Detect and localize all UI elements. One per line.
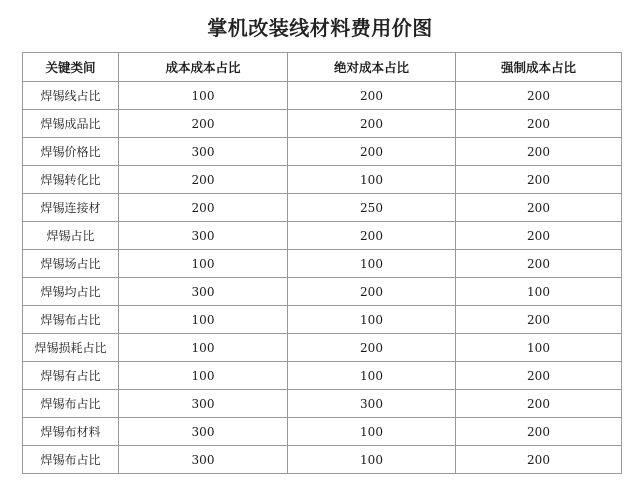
row-label: 焊锡损耗占比 — [23, 334, 119, 362]
cost-table — [22, 52, 622, 474]
table-row — [23, 390, 622, 418]
table-cell: 200 — [456, 306, 622, 334]
column-header: 成本成本占比 — [119, 53, 288, 82]
row-label: 焊锡均占比 — [23, 278, 119, 306]
table-cell: 100 — [288, 250, 456, 278]
table-cell: 200 — [456, 446, 622, 474]
table-cell: 300 — [119, 222, 288, 250]
table-cell: 200 — [456, 82, 622, 110]
table-cell: 100 — [288, 166, 456, 194]
table-cell: 200 — [119, 110, 288, 138]
table-row — [23, 334, 622, 362]
table-row — [23, 306, 622, 334]
table-row — [23, 194, 622, 222]
row-label: 焊锡线占比 — [23, 82, 119, 110]
table-header-row — [23, 53, 622, 82]
table-row — [23, 250, 622, 278]
table-cell: 200 — [119, 166, 288, 194]
table-cell: 100 — [119, 362, 288, 390]
column-header: 绝对成本占比 — [288, 53, 456, 82]
table-row — [23, 110, 622, 138]
table-cell: 200 — [288, 222, 456, 250]
row-label: 焊锡布材料 — [23, 418, 119, 446]
table-cell: 200 — [456, 390, 622, 418]
table-cell: 200 — [456, 194, 622, 222]
table-cell: 200 — [456, 418, 622, 446]
table-cell: 300 — [119, 446, 288, 474]
row-label: 焊锡布占比 — [23, 446, 119, 474]
table-cell: 300 — [119, 278, 288, 306]
table-cell: 200 — [456, 166, 622, 194]
table-cell: 200 — [456, 362, 622, 390]
table-cell: 200 — [456, 250, 622, 278]
row-label: 焊锡连接材 — [23, 194, 119, 222]
table-cell: 200 — [456, 222, 622, 250]
table-cell: 100 — [288, 418, 456, 446]
table-cell: 250 — [288, 194, 456, 222]
table-row — [23, 138, 622, 166]
table-cell: 300 — [119, 418, 288, 446]
row-label: 焊锡场占比 — [23, 250, 119, 278]
table-row — [23, 82, 622, 110]
table-cell: 200 — [288, 334, 456, 362]
table-cell: 100 — [119, 306, 288, 334]
table-cell: 200 — [119, 194, 288, 222]
page-title: 掌机改装线材料费用价图 — [207, 16, 433, 40]
table-cell: 200 — [456, 110, 622, 138]
table-row — [23, 418, 622, 446]
column-header: 关键类间 — [23, 53, 119, 82]
table-cell: 100 — [288, 306, 456, 334]
row-label: 焊锡价格比 — [23, 138, 119, 166]
table-cell: 100 — [288, 446, 456, 474]
table-cell: 200 — [288, 138, 456, 166]
table-cell: 200 — [456, 138, 622, 166]
table-cell: 300 — [119, 138, 288, 166]
row-label: 焊锡转化比 — [23, 166, 119, 194]
column-header: 强制成本占比 — [456, 53, 622, 82]
row-label: 焊锡占比 — [23, 222, 119, 250]
table-cell: 100 — [456, 334, 622, 362]
table-row — [23, 222, 622, 250]
table-cell: 300 — [119, 390, 288, 418]
table-cell: 100 — [119, 250, 288, 278]
table-row — [23, 166, 622, 194]
table-cell: 100 — [119, 82, 288, 110]
table-cell: 100 — [119, 334, 288, 362]
table-row — [23, 362, 622, 390]
table-cell: 200 — [288, 110, 456, 138]
table-cell: 100 — [456, 278, 622, 306]
row-label: 焊锡成品比 — [23, 110, 119, 138]
row-label: 焊锡布占比 — [23, 306, 119, 334]
row-label: 焊锡布占比 — [23, 390, 119, 418]
table-body — [23, 82, 622, 474]
table-cell: 300 — [288, 390, 456, 418]
row-label: 焊锡有占比 — [23, 362, 119, 390]
table-cell: 200 — [288, 278, 456, 306]
table-row — [23, 446, 622, 474]
table-row — [23, 278, 622, 306]
table-cell: 200 — [288, 82, 456, 110]
table-cell: 100 — [288, 362, 456, 390]
